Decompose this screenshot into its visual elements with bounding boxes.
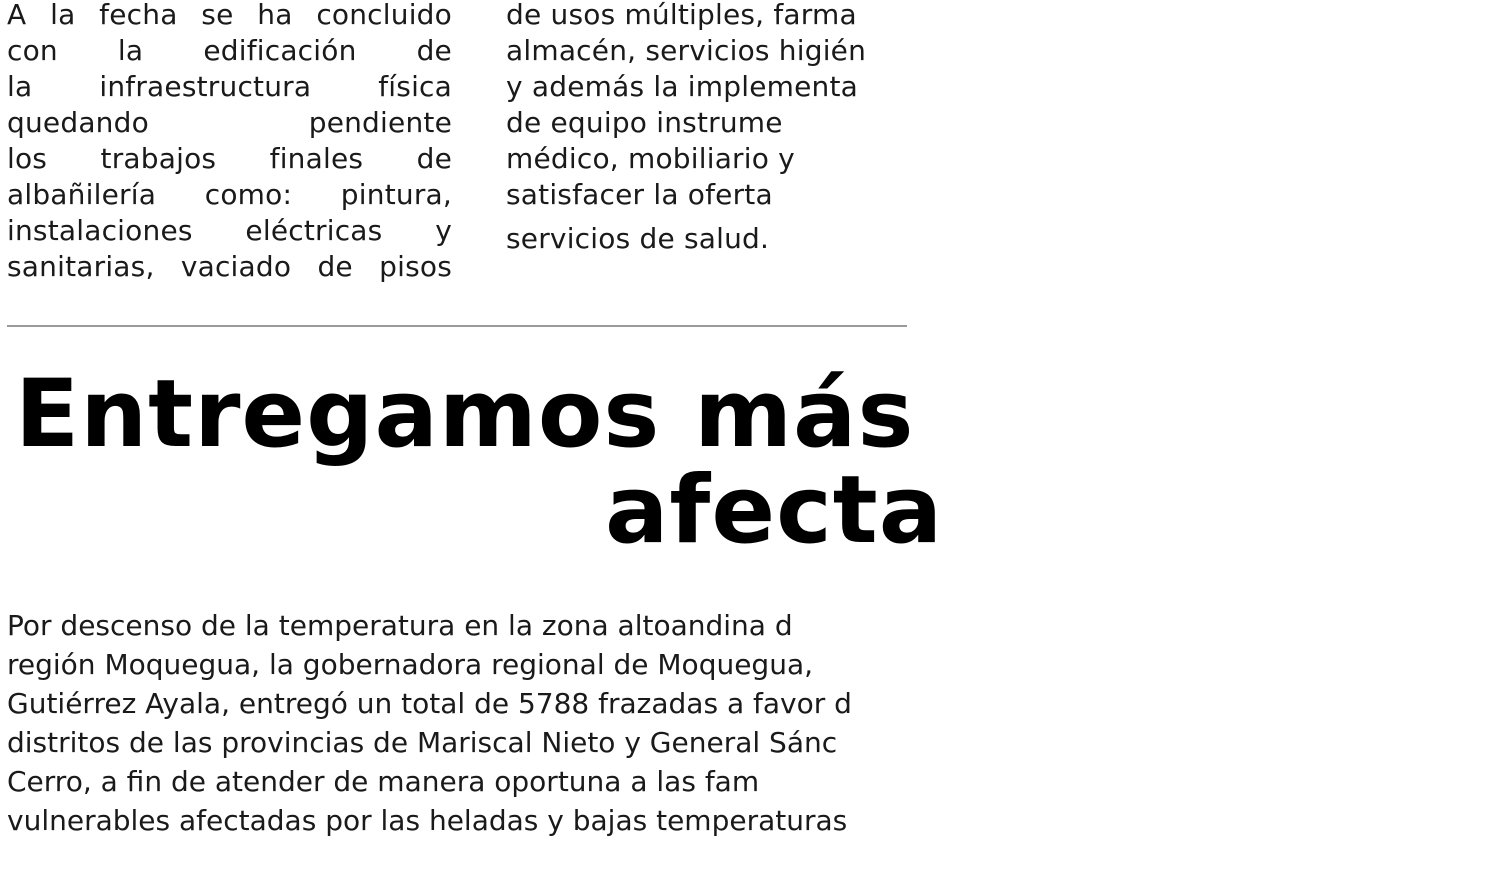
left-column-line: la infraestructura física <box>7 70 452 103</box>
left-column-line: albañilería como: pintura, <box>7 178 452 211</box>
headline-line-1: Entregamos más <box>15 360 915 469</box>
right-column-line: servicios de salud. <box>506 222 770 255</box>
left-column-line: instalaciones eléctricas y <box>7 214 452 247</box>
right-column-line: y además la implementa <box>506 70 859 103</box>
right-column-line: de usos múltiples, farma <box>506 0 857 31</box>
article-line: Cerro, a fin de atender de manera oportuna a las fam <box>7 765 760 798</box>
left-column-line: quedando pendiente <box>7 106 452 139</box>
right-column-line: médico, mobiliario y <box>506 142 795 175</box>
headline-line-2: afecta <box>605 456 944 565</box>
right-column-line: satisfacer la oferta <box>506 178 773 211</box>
section-divider <box>7 325 907 327</box>
left-text-column <box>7 0 452 285</box>
right-column-line: de equipo instrume <box>506 106 783 139</box>
left-column-line: con la edificación de <box>7 34 452 67</box>
right-text-column <box>506 0 1066 257</box>
left-column-line: A la fecha se ha concluido <box>7 0 452 31</box>
article-line: vulnerables afectadas por las heladas y bajas temperaturas <box>7 804 848 837</box>
article-line: Gutiérrez Ayala, entregó un total de 5788 frazadas a favor d <box>7 687 852 720</box>
article-line: Por descenso de la temperatura en la zona altoandina d <box>7 609 793 642</box>
headline <box>15 360 944 565</box>
right-column-line: almacén, servicios higién <box>506 34 867 67</box>
left-column-line: sanitarias, vaciado de pisos <box>7 250 452 283</box>
article-paragraph <box>7 606 1007 840</box>
article-line: región Moquegua, la gobernadora regional de Moquegua, <box>7 648 814 681</box>
article-line: distritos de las provincias de Mariscal Nieto y General Sánc <box>7 726 838 759</box>
left-column-line: los trabajos finales de <box>7 142 452 175</box>
